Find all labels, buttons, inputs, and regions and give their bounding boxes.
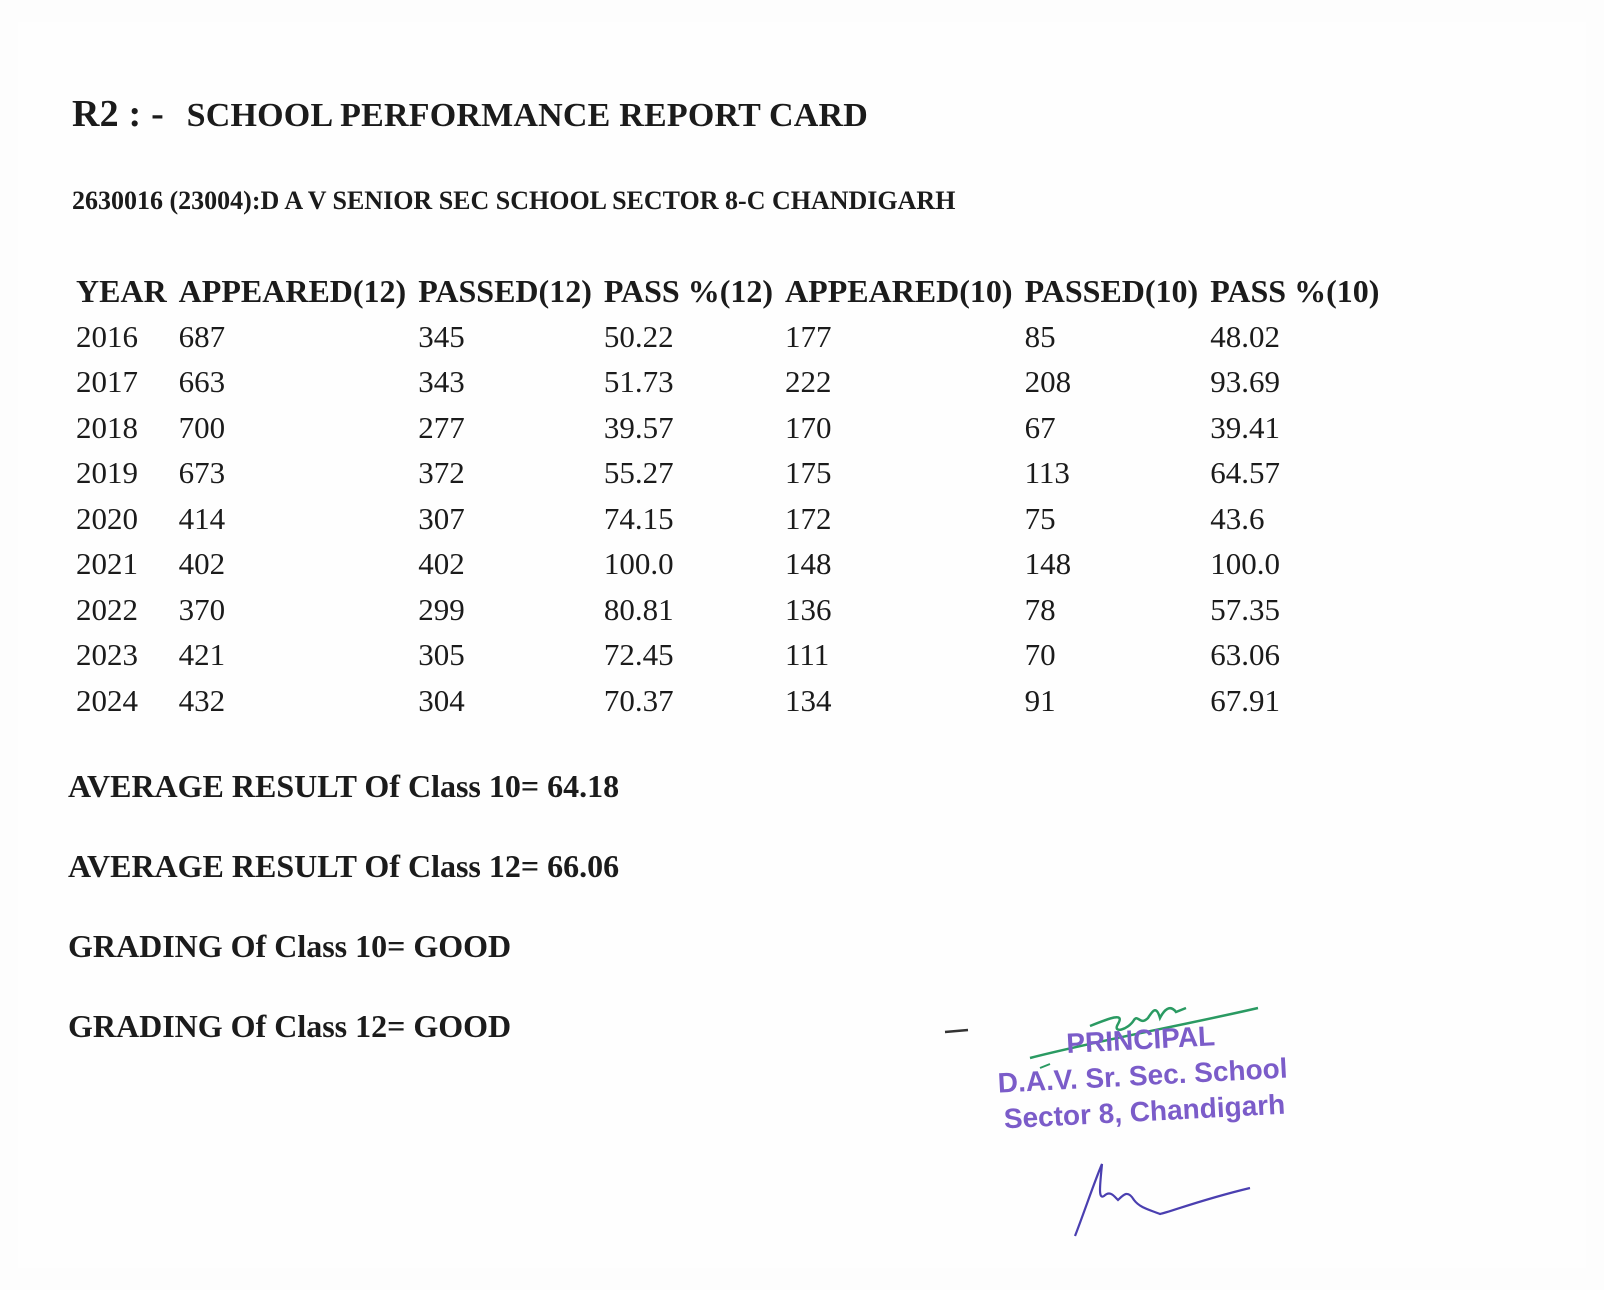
cell-passed-12: 307: [418, 500, 465, 536]
table-row: [70, 314, 1386, 360]
cell-passed-12: 277: [418, 409, 465, 445]
cell-passed-10: 91: [1024, 682, 1056, 718]
column-header-passed-12: PASSED(12): [418, 272, 592, 309]
average-class-12: AVERAGE RESULT Of Class 12= 66.06: [68, 848, 620, 884]
cell-passed-10: 70: [1024, 637, 1056, 673]
stamp-line-address: Sector 8, Chandigarh: [1003, 1088, 1286, 1135]
stamp-line-school: D.A.V. Sr. Sec. School: [996, 1052, 1289, 1099]
cell-appeared-10: 148: [785, 546, 832, 582]
cell-appeared-10: 172: [785, 500, 832, 536]
cell-appeared-12: 421: [178, 637, 226, 673]
cell-pass-pct-12: 39.57: [603, 409, 674, 445]
table-row: [70, 678, 1386, 724]
cell-passed-12: 345: [418, 318, 465, 354]
cell-passed-12: 343: [418, 364, 465, 400]
cell-pass-pct-12: 70.37: [603, 682, 674, 718]
cell-appeared-10: 170: [785, 409, 832, 445]
cell-pass-pct-10: 67.91: [1210, 682, 1280, 718]
cell-passed-10: 85: [1024, 318, 1056, 354]
cell-pass-pct-12: 80.81: [603, 591, 674, 627]
table-row: [70, 496, 1386, 542]
cell-passed-10: 78: [1024, 591, 1056, 627]
cell-year: 2022: [76, 591, 138, 627]
principal-stamp: [990, 1014, 1295, 1138]
results-table: [70, 268, 1386, 724]
cell-pass-pct-10: 48.02: [1210, 318, 1280, 354]
cell-passed-12: 304: [418, 682, 465, 718]
report-title-text: SCHOOL PERFORMANCE REPORT CARD: [186, 97, 869, 134]
grading-class-10: GRADING Of Class 10= GOOD: [68, 928, 512, 964]
cell-year: 2024: [76, 682, 138, 718]
report-title: [72, 92, 868, 136]
cell-pass-pct-10: 100.0: [1210, 546, 1280, 582]
cell-pass-pct-10: 93.69: [1210, 364, 1280, 400]
cell-appeared-12: 432: [178, 682, 226, 718]
cell-year: 2020: [76, 500, 138, 536]
cell-appeared-12: 700: [178, 409, 226, 445]
table-row: [70, 542, 1386, 588]
cell-passed-10: 208: [1024, 364, 1072, 400]
cell-passed-10: 113: [1024, 455, 1070, 491]
column-header-pass-pct-12: PASS %(12): [603, 272, 774, 309]
cell-pass-pct-12: 100.0: [603, 546, 674, 582]
cell-pass-pct-10: 57.35: [1210, 591, 1280, 627]
stamp-line-principal: PRINCIPAL: [1065, 1020, 1216, 1059]
cell-year: 2019: [76, 455, 138, 491]
cell-pass-pct-10: 43.6: [1210, 500, 1265, 536]
cell-pass-pct-12: 51.73: [603, 364, 674, 400]
grading-class-12: GRADING Of Class 12= GOOD: [68, 1008, 512, 1044]
cell-appeared-12: 663: [178, 364, 226, 400]
table-row: [70, 587, 1386, 633]
column-header-pass-pct-10: PASS %(10): [1210, 272, 1380, 309]
cell-pass-pct-12: 50.22: [603, 318, 674, 354]
column-header-appeared-10: APPEARED(10): [785, 272, 1013, 309]
cell-pass-pct-12: 55.27: [603, 455, 674, 491]
cell-appeared-12: 370: [178, 591, 226, 627]
cell-passed-12: 402: [418, 546, 465, 582]
column-header-passed-10: PASSED(10): [1024, 272, 1199, 309]
cell-passed-10: 75: [1024, 500, 1056, 536]
cell-pass-pct-10: 39.41: [1210, 409, 1280, 445]
cell-appeared-12: 687: [178, 318, 226, 354]
table-row: [70, 405, 1386, 451]
cell-appeared-10: 175: [785, 455, 832, 491]
cell-passed-10: 148: [1024, 546, 1072, 582]
school-name: 2630016 (23004):D A V SENIOR SEC SCHOOL SECTOR 8-C CHANDIGARH: [72, 186, 956, 215]
table-row: [70, 451, 1386, 497]
cell-appeared-10: 177: [785, 318, 832, 354]
table-row: [70, 360, 1386, 406]
cell-appeared-12: 673: [178, 455, 226, 491]
cell-pass-pct-12: 72.45: [603, 637, 674, 673]
report-code: R2 : -: [72, 93, 164, 135]
table-header-row: [70, 268, 1386, 314]
average-class-10: AVERAGE RESULT Of Class 10= 64.18: [68, 768, 620, 804]
cell-appeared-10: 134: [785, 682, 832, 718]
cell-year: 2017: [76, 364, 138, 400]
table-row: [70, 633, 1386, 679]
cell-passed-12: 372: [418, 455, 465, 491]
cell-appeared-10: 222: [785, 364, 832, 400]
cell-appeared-12: 402: [178, 546, 226, 582]
cell-year: 2016: [76, 318, 138, 354]
cell-appeared-10: 111: [785, 637, 830, 673]
cell-pass-pct-10: 63.06: [1210, 637, 1280, 673]
cell-year: 2023: [76, 637, 138, 673]
column-header-appeared-12: APPEARED(12): [178, 272, 407, 309]
column-header-year: YEAR: [76, 272, 167, 309]
cell-passed-12: 299: [418, 591, 465, 627]
cell-passed-12: 305: [418, 637, 465, 673]
cell-passed-10: 67: [1024, 409, 1056, 445]
cell-pass-pct-10: 64.57: [1210, 455, 1280, 491]
cell-appeared-10: 136: [785, 591, 832, 627]
cell-year: 2018: [76, 409, 138, 445]
cell-appeared-12: 414: [178, 500, 226, 536]
cell-pass-pct-12: 74.15: [603, 500, 674, 536]
cell-year: 2021: [76, 546, 138, 582]
